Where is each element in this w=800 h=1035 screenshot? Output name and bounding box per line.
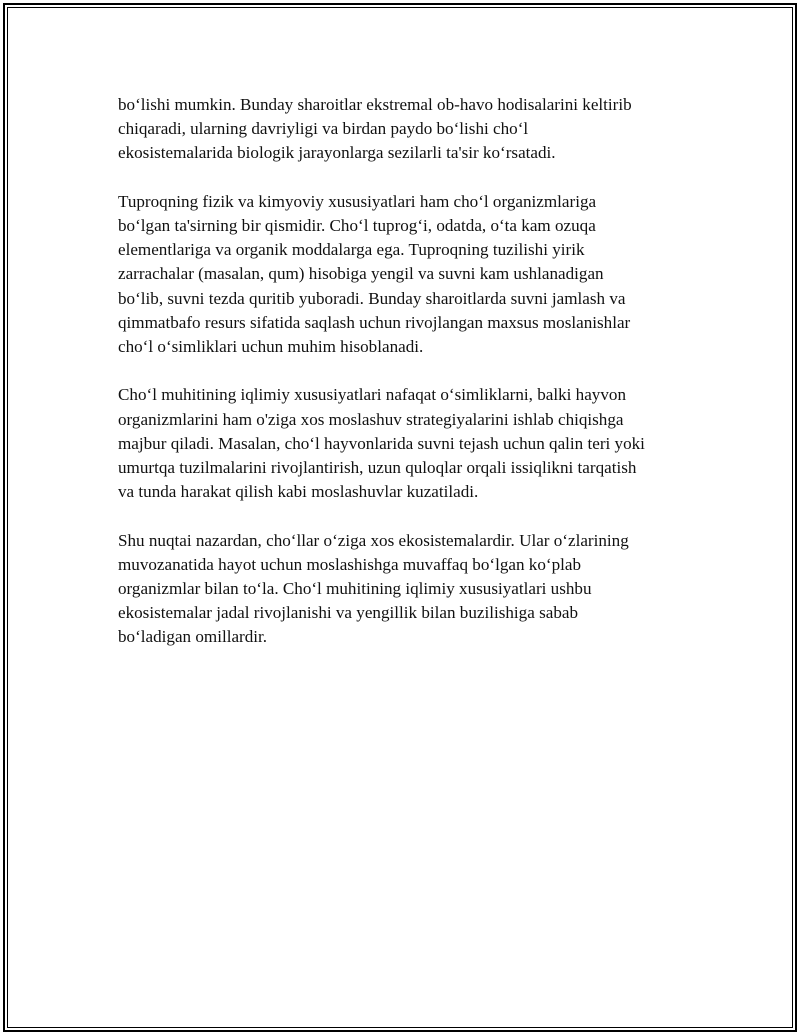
text-line: ekosistemalar jadal rivojlanishi va yengillik bilan buzilishiga sabab: [118, 603, 578, 623]
text-line: organizmlarini ham o'ziga xos moslashuv strategiyalarini ishlab chiqishga: [118, 409, 624, 429]
document-body: [118, 93, 708, 674]
text-line: majbur qiladi. Masalan, cho‘l hayvonlarida suvni tejash uchun qalin teri yoki: [118, 433, 645, 453]
text-line: umurtqa tuzilmalarini rivojlantirish, uzun quloqlar orqali issiqlikni tarqatish: [118, 458, 637, 478]
text-line: Shu nuqtai nazardan, cho‘llar o‘ziga xos ekosistemalardir. Ular o‘zlarining: [118, 530, 629, 550]
text-line: chiqaradi, ularning davriyligi va birdan paydo bo‘lishi cho‘l: [118, 119, 529, 139]
text-line: organizmlar bilan to‘la. Cho‘l muhitining iqlimiy xususiyatlari ushbu: [118, 579, 592, 599]
text-line: va tunda harakat qilish kabi moslashuvlar kuzatiladi.: [118, 482, 479, 502]
text-line: bo‘lishi mumkin. Bunday sharoitlar ekstremal ob-havo hodisalarini keltirib: [118, 95, 632, 114]
paragraph-3: [118, 383, 708, 504]
text-line: bo‘lgan ta'sirning bir qismidir. Cho‘l tuprog‘i, odatda, o‘ta kam ozuqa: [118, 216, 596, 235]
text-line: muvozanatida hayot uchun moslashishga muvaffaq bo‘lgan ko‘plab: [118, 554, 582, 574]
paragraph-4: [118, 529, 708, 650]
text-line: Tuproqning fizik va kimyoviy xususiyatlari ham cho‘l organizmlariga: [118, 191, 597, 211]
paragraph-2: [118, 190, 708, 359]
text-line: zarrachalar (masalan, qum) hisobiga yengil va suvni kam ushlanadigan: [118, 264, 604, 284]
text-line: Cho‘l muhitining iqlimiy xususiyatlari nafaqat o‘simliklarni, balki hayvon: [118, 385, 626, 405]
paragraph-1: [118, 93, 708, 166]
text-line: qimmatbafo resurs sifatida saqlash uchun rivojlangan maxsus moslanishlar: [118, 312, 631, 332]
text-line: bo‘lib, suvni tezda quritib yuboradi. Bunday sharoitlarda suvni jamlash va: [118, 288, 626, 308]
text-line: ekosistemalarida biologik jarayonlarga sezilarli ta'sir ko‘rsatadi.: [118, 143, 556, 163]
text-line: bo‘ladigan omillardir.: [118, 627, 268, 647]
text-line: elementlariga va organik moddalarga ega. Tuproqning tuzilishi yirik: [118, 240, 585, 260]
text-line: cho‘l o‘simliklari uchun muhim hisoblanadi.: [118, 337, 424, 357]
